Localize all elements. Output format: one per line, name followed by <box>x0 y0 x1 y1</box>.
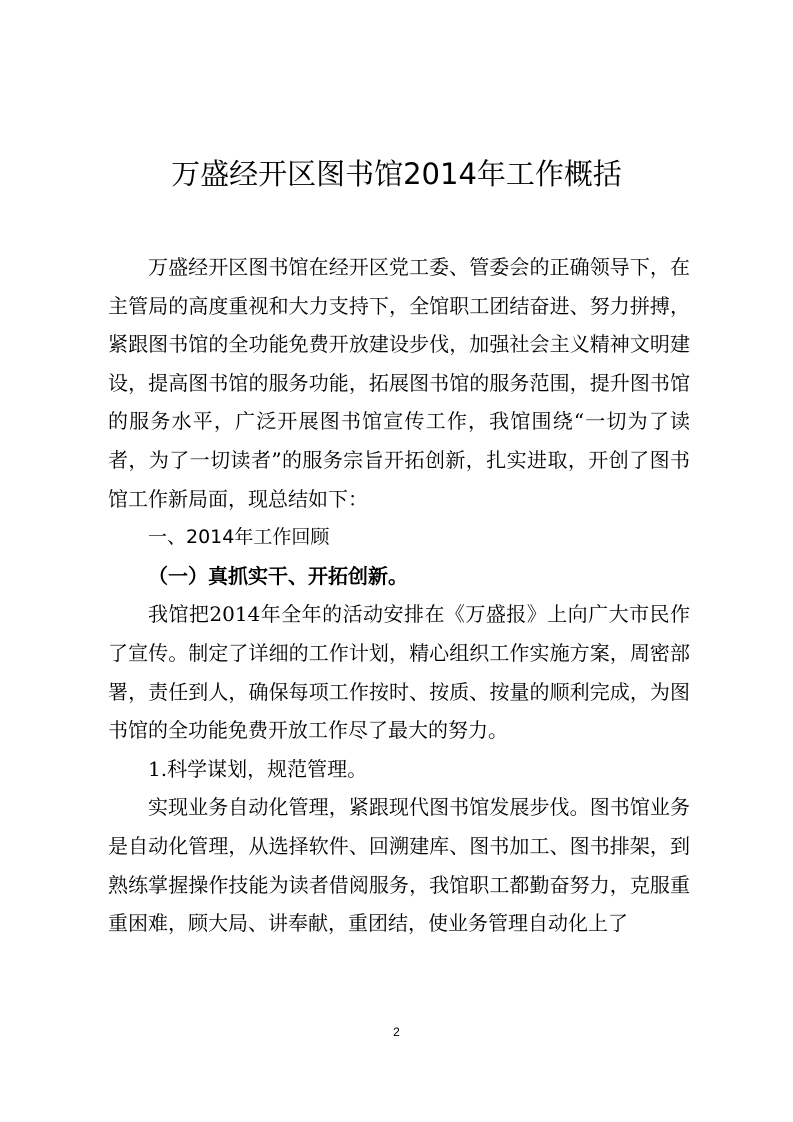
subsection-heading: （一）真抓实干、开拓创新。 <box>148 563 408 588</box>
item-heading: 1.科学谋划，规范管理。 <box>148 756 368 781</box>
subsection-paragraph: 我馆把2014年全年的活动安排在《万盛报》上向广大市民作了宣传。制定了详细的工作计划，精心组织工作实施方案，周密部署，责任到人，确保每项工作按时、按质、按量的顺利完成，为图书馆的全功能免费开放工作尽了最大的努力。 <box>108 602 690 743</box>
item-paragraph: 实现业务自动化管理，紧跟现代图书馆发展步伐。图书馆业务是自动化管理，从选择软件、回溯建库、图书加工、图书排架，到熟练掌握操作技能为读者借阅服务，我馆职工都勤奋努力，克服重重困难，顾大局、讲奉献，重团结，使业务管理自动化上了 <box>108 795 690 936</box>
section-heading: 一、2014年工作回顾 <box>148 526 330 549</box>
page-number: 2 <box>393 1025 400 1039</box>
document-body <box>108 248 690 943</box>
intro-paragraph: 万盛经开区图书馆在经开区党工委、管委会的正确领导下，在主管局的高度重视和大力支持下，全馆职工团结奋进、努力拼搏，紧跟图书馆的全功能免费开放建设步伐，加强社会主义精神文明建设，提高图书馆的服务功能，拓展图书馆的服务范围，提升图书馆的服务水平，广泛开展图书馆宣传工作，我馆围绕“一切为了读者，为了一切读者”的服务宗旨开拓创新，扎实进取，开创了图书馆工作新局面，现总结如下： <box>108 255 690 511</box>
document-title: 万盛经开区图书馆2014年工作概括 <box>171 157 622 191</box>
